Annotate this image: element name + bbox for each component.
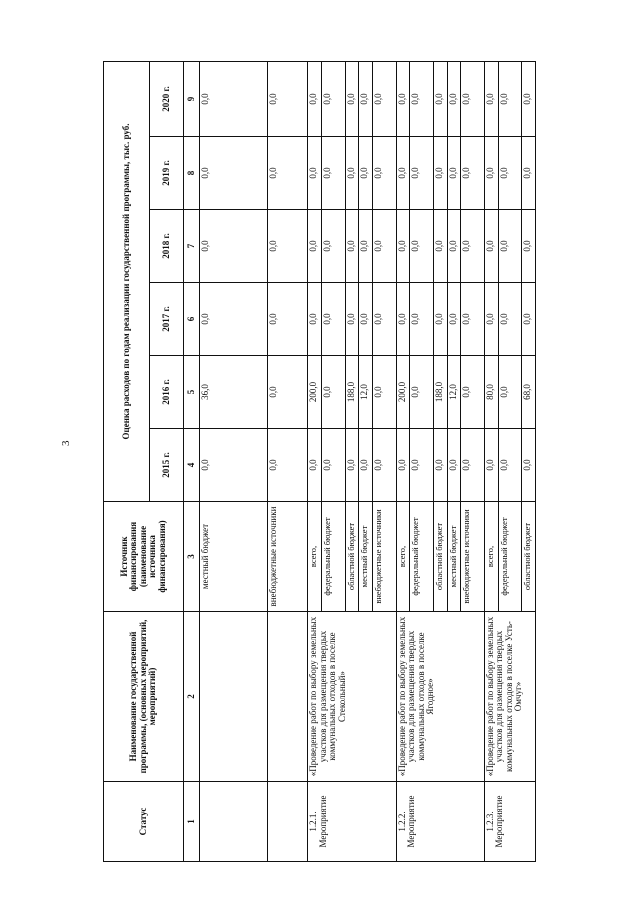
source-cell: местный бюджет xyxy=(200,502,268,612)
value-cell: 0,0 xyxy=(447,283,461,356)
header-estimate: Оценка расходов по годам реализации государственной программы, тыс. руб. xyxy=(104,61,150,501)
value-cell: 0,0 xyxy=(433,429,447,502)
column-number: 3 xyxy=(184,502,200,612)
value-cell: 0,0 xyxy=(396,283,410,356)
value-cell: 68,0 xyxy=(522,356,536,429)
value-cell: 0,0 xyxy=(200,210,268,283)
activity-status: Мероприятие xyxy=(317,795,328,848)
source-cell: всего, xyxy=(308,502,322,612)
value-cell: 0,0 xyxy=(461,429,484,502)
value-cell: 0,0 xyxy=(359,137,373,210)
source-cell: внебюджетные источники xyxy=(373,502,396,612)
value-cell: 188,0 xyxy=(433,356,447,429)
value-cell: 0,0 xyxy=(447,210,461,283)
value-cell: 0,0 xyxy=(359,210,373,283)
value-cell: 0,0 xyxy=(359,429,373,502)
value-cell: 0,0 xyxy=(410,356,433,429)
source-cell: местный бюджет xyxy=(359,502,373,612)
header-year: 2017 г. xyxy=(150,283,184,356)
header-status: Статус xyxy=(104,782,184,862)
value-cell: 200,0 xyxy=(308,356,322,429)
source-cell: внебюджетные источники xyxy=(268,502,308,612)
header-year: 2015 г. xyxy=(150,429,184,502)
value-cell: 0,0 xyxy=(461,61,484,136)
value-cell: 0,0 xyxy=(447,61,461,136)
status-cell-empty xyxy=(200,782,268,862)
value-cell: 36,0 xyxy=(200,356,268,429)
header-year: 2016 г. xyxy=(150,356,184,429)
table-row xyxy=(268,61,308,861)
value-cell: 0,0 xyxy=(522,429,536,502)
source-cell: областной бюджет xyxy=(522,502,536,612)
value-cell: 0,0 xyxy=(373,356,396,429)
value-cell: 0,0 xyxy=(410,61,433,136)
value-cell: 188,0 xyxy=(345,356,359,429)
value-cell: 0,0 xyxy=(433,137,447,210)
column-number: 7 xyxy=(184,210,200,283)
value-cell: 0,0 xyxy=(308,283,322,356)
value-cell: 0,0 xyxy=(322,283,345,356)
value-cell: 0,0 xyxy=(268,137,308,210)
source-cell: местный бюджет xyxy=(447,502,461,612)
financing-table-container xyxy=(103,62,536,862)
table-row xyxy=(396,61,410,861)
value-cell: 0,0 xyxy=(498,356,521,429)
value-cell: 0,0 xyxy=(268,61,308,136)
activity-name: «Проведение работ по выбору земельных участков для размещения твердых коммунальных отходов в поселке Стекольный» xyxy=(308,612,396,782)
header-source: Источник финансирования (наименование источника финансирования) xyxy=(104,502,184,612)
table-row xyxy=(308,61,322,861)
value-cell: 0,0 xyxy=(322,210,345,283)
value-cell: 0,0 xyxy=(359,61,373,136)
value-cell: 0,0 xyxy=(345,137,359,210)
value-cell: 0,0 xyxy=(373,429,396,502)
status-cell xyxy=(484,782,535,862)
value-cell: 0,0 xyxy=(322,429,345,502)
value-cell: 0,0 xyxy=(322,137,345,210)
source-cell: федеральный бюджет xyxy=(498,502,521,612)
value-cell: 0,0 xyxy=(484,61,498,136)
value-cell: 0,0 xyxy=(373,61,396,136)
value-cell: 0,0 xyxy=(498,137,521,210)
table-row xyxy=(200,61,268,861)
value-cell: 0,0 xyxy=(447,429,461,502)
activity-status: Мероприятие xyxy=(494,795,505,848)
value-cell: 0,0 xyxy=(498,210,521,283)
value-cell: 12,0 xyxy=(359,356,373,429)
column-number: 2 xyxy=(184,612,200,782)
value-cell: 12,0 xyxy=(447,356,461,429)
value-cell: 0,0 xyxy=(268,356,308,429)
name-cell-empty xyxy=(200,612,268,782)
value-cell: 0,0 xyxy=(522,61,536,136)
value-cell: 200,0 xyxy=(396,356,410,429)
value-cell: 0,0 xyxy=(461,356,484,429)
column-number: 5 xyxy=(184,356,200,429)
value-cell: 0,0 xyxy=(396,61,410,136)
value-cell: 0,0 xyxy=(410,137,433,210)
column-number: 1 xyxy=(184,782,200,862)
header-name: Наименование государственной программы, (основных мероприятий, мероприятий) xyxy=(104,612,184,782)
value-cell: 0,0 xyxy=(433,61,447,136)
activity-name: «Проведение работ по выбору земельных участков для размещения твердых коммунальных отходов в поселке Ягодное» xyxy=(396,612,484,782)
table-row xyxy=(484,61,498,861)
header-year: 2019 г. xyxy=(150,137,184,210)
activity-code: 1.2.3. xyxy=(484,811,495,832)
value-cell: 0,0 xyxy=(396,210,410,283)
value-cell: 0,0 xyxy=(268,429,308,502)
value-cell: 0,0 xyxy=(268,210,308,283)
value-cell: 0,0 xyxy=(200,429,268,502)
value-cell: 0,0 xyxy=(345,283,359,356)
financing-table xyxy=(103,61,536,862)
column-number: 9 xyxy=(184,61,200,136)
value-cell: 0,0 xyxy=(498,283,521,356)
value-cell: 0,0 xyxy=(268,283,308,356)
value-cell: 0,0 xyxy=(373,210,396,283)
value-cell: 0,0 xyxy=(396,137,410,210)
source-cell: областной бюджет xyxy=(345,502,359,612)
source-cell: федеральный бюджет xyxy=(322,502,345,612)
value-cell: 0,0 xyxy=(359,283,373,356)
column-number: 4 xyxy=(184,429,200,502)
source-cell: внебюджетные источники xyxy=(461,502,484,612)
value-cell: 0,0 xyxy=(447,137,461,210)
header-year: 2020 г. xyxy=(150,61,184,136)
value-cell: 0,0 xyxy=(410,429,433,502)
value-cell: 0,0 xyxy=(484,283,498,356)
value-cell: 0,0 xyxy=(345,61,359,136)
page-number: 3 xyxy=(60,440,72,446)
source-cell: всего, xyxy=(484,502,498,612)
activity-code: 1.2.2. xyxy=(396,811,407,832)
status-cell-empty xyxy=(268,782,308,862)
value-cell: 0,0 xyxy=(484,429,498,502)
value-cell: 0,0 xyxy=(373,283,396,356)
value-cell: 0,0 xyxy=(461,283,484,356)
value-cell: 0,0 xyxy=(308,61,322,136)
activity-code: 1.2.1. xyxy=(308,811,319,832)
value-cell: 0,0 xyxy=(484,210,498,283)
value-cell: 0,0 xyxy=(461,137,484,210)
source-cell: всего, xyxy=(396,502,410,612)
value-cell: 0,0 xyxy=(373,137,396,210)
column-number: 8 xyxy=(184,137,200,210)
value-cell: 0,0 xyxy=(522,137,536,210)
value-cell: 0,0 xyxy=(345,429,359,502)
value-cell: 0,0 xyxy=(200,61,268,136)
value-cell: 0,0 xyxy=(410,283,433,356)
value-cell: 0,0 xyxy=(433,210,447,283)
value-cell: 0,0 xyxy=(461,210,484,283)
value-cell: 0,0 xyxy=(396,429,410,502)
header-year: 2018 г. xyxy=(150,210,184,283)
name-cell-empty xyxy=(268,612,308,782)
value-cell: 0,0 xyxy=(308,429,322,502)
activity-status: Мероприятие xyxy=(406,795,417,848)
status-cell xyxy=(308,782,396,862)
column-number: 6 xyxy=(184,283,200,356)
value-cell: 0,0 xyxy=(322,61,345,136)
source-cell: областной бюджет xyxy=(433,502,447,612)
value-cell: 0,0 xyxy=(200,283,268,356)
value-cell: 0,0 xyxy=(322,356,345,429)
source-cell: федеральный бюджет xyxy=(410,502,433,612)
value-cell: 0,0 xyxy=(433,283,447,356)
value-cell: 0,0 xyxy=(522,210,536,283)
value-cell: 0,0 xyxy=(345,210,359,283)
status-cell xyxy=(396,782,484,862)
value-cell: 0,0 xyxy=(308,137,322,210)
value-cell: 0,0 xyxy=(200,137,268,210)
value-cell: 0,0 xyxy=(522,283,536,356)
value-cell: 80,0 xyxy=(484,356,498,429)
value-cell: 0,0 xyxy=(498,429,521,502)
activity-name: «Проведение работ по выбору земельных участков для размещения твердых коммунальных отходов в поселке Усть-Омчуг» xyxy=(484,612,535,782)
value-cell: 0,0 xyxy=(410,210,433,283)
value-cell: 0,0 xyxy=(498,61,521,136)
value-cell: 0,0 xyxy=(484,137,498,210)
value-cell: 0,0 xyxy=(308,210,322,283)
